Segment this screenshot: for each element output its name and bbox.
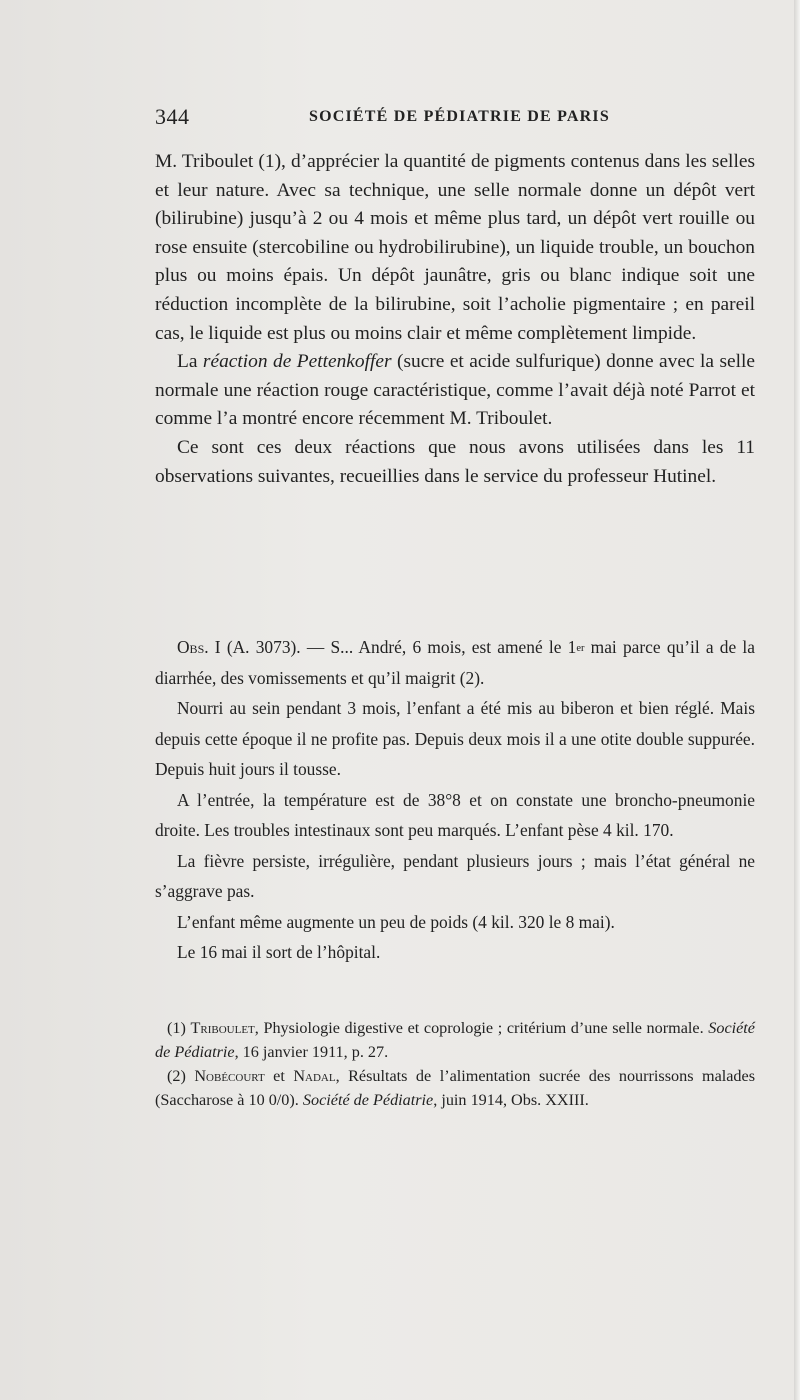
paragraph-2 — [155, 348, 755, 434]
obs-paragraph-3: A l’entrée, la température est de 38°8 et on constate une broncho-pneumonie droite. Les troubles intestinaux sont peu marqués. L’enfant pèse 4 kil. 170. — [155, 789, 755, 840]
fn2-number: (2) — [167, 1067, 195, 1085]
fn2-end: , juin 1914, Obs. XXIII. — [433, 1091, 589, 1109]
fn1-author: Triboulet — [190, 1019, 255, 1037]
main-text — [155, 148, 755, 491]
fn1-journal: Société de Pédiatrie — [155, 1019, 755, 1061]
fn1-text: , Physiologie digestive et coprologie ; critérium d’une selle normale. — [254, 1019, 709, 1037]
footnote-2 — [155, 1064, 755, 1112]
fn2-author-2: Nadal — [293, 1067, 336, 1085]
p2-lead: La — [177, 351, 203, 373]
running-title: SOCIÉTÉ DE PÉDIATRIE DE PARIS — [309, 108, 610, 125]
footnotes — [155, 1016, 755, 1112]
obs-1-end: mai parce qu’il a de la diarrhée, des vomissements et qu’il maigrit (2). — [155, 637, 755, 688]
p2-italic: réaction de Pettenkoffer — [202, 351, 392, 373]
p2-rest: (sucre et acide sulfurique) donne avec la selle normale une réaction rouge caractéristique, comme l’avait déjà noté Parrot et comme l’a montré encore récemment M. Triboulet. — [155, 351, 755, 430]
obs-1-sup: er — [576, 643, 585, 654]
obs-paragraph-5: L’enfant même augmente un peu de poids (4 kil. 320 le 8 mai). — [177, 911, 615, 932]
observation-block — [155, 632, 755, 968]
fn1-end: , 16 janvier 1911, p. 27. — [234, 1043, 389, 1061]
fn2-journal: Société de Pédiatrie — [302, 1091, 434, 1109]
page-number: 344 — [155, 104, 190, 129]
paragraph-3: Ce sont ces deux réactions que nous avons utilisées dans les 11 observations suivantes, recueillies dans le service du professeur Hutinel. — [155, 436, 755, 487]
obs-paragraph-6: Le 16 mai il sort de l’hôpital. — [177, 942, 381, 962]
page-edge — [794, 0, 800, 1400]
obs-paragraph-4: La fièvre persiste, irrégulière, pendant plusieurs jours ; mais l’état général ne s’aggrave pas. — [155, 850, 755, 901]
obs-paragraph-2: Nourri au sein pendant 3 mois, l’enfant a été mis au biberon et bien réglé. Mais depuis cette époque il ne profite pas. Depuis deux mois il a une otite double suppurée. Depuis huit jours il tousse. — [155, 698, 755, 779]
fn1-number: (1) — [167, 1019, 191, 1037]
obs-paragraph-1 — [155, 632, 755, 693]
footnote-1 — [155, 1016, 755, 1064]
paragraph-1: M. Triboulet (1), d’apprécier la quantité de pigments contenus dans les selles et leur nature. Avec sa technique, une selle normale donne un dépôt vert (bilirubine) jusqu’à 2 ou 4 mois et même plus tard, un dépôt vert rouille ou rose ensuite (stercobiline ou hydrobilirubine), un liquide trouble, un bouchon plus ou moins épais. Un dépôt jaunâtre, gris ou blanc indique soit une réduction incomplète de la bilirubine, soit l’acholie pigmentaire ; en pareil cas, le liquide est plus ou moins clair et même complètement limpide. — [155, 151, 755, 344]
page-header — [155, 104, 755, 134]
fn2-author-1: Nobécourt — [194, 1067, 265, 1085]
obs-label: Obs — [177, 637, 205, 657]
obs-1-text: . I (A. 3073). — S... André, 6 mois, est amené le 1 — [204, 637, 577, 657]
fn2-text: , Résultats de l’alimentation sucrée des nourrissons malades (Saccharose à 10 0/0). — [155, 1067, 756, 1109]
fn2-and: et — [264, 1067, 294, 1085]
